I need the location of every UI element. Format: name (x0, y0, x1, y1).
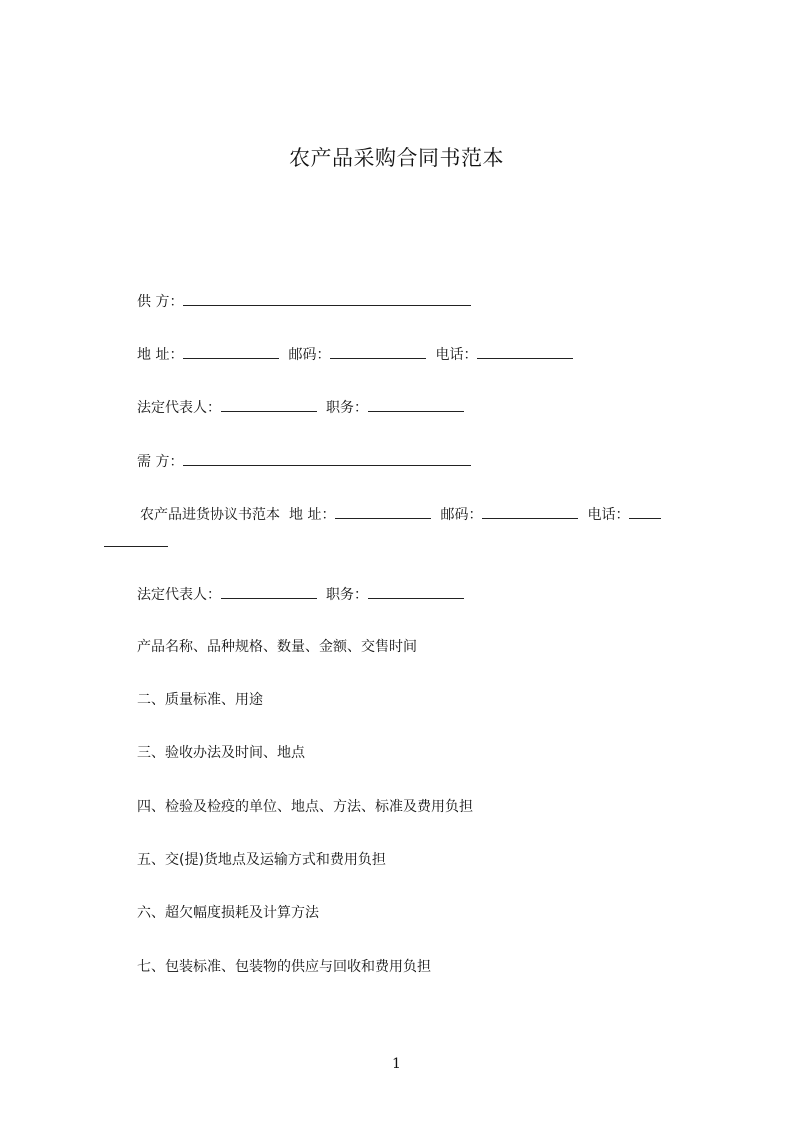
buyer-address-prefix: 农产品进货协议书范本 (140, 507, 280, 523)
supplier-rep-line (137, 398, 464, 417)
buyer-address-blank (335, 505, 431, 519)
buyer-postcode-label: 邮码： (440, 507, 483, 523)
buyer-label: 需 方： (137, 454, 184, 470)
buyer-phone-blank-continued (104, 533, 168, 547)
supplier-position-label: 职务： (326, 400, 368, 416)
clause-5: 五、交(提)货地点及运输方式和费用负担 (137, 852, 386, 868)
supplier-phone-blank (477, 345, 573, 359)
document-title: 农产品采购合同书范本 (289, 146, 504, 170)
buyer-address-label: 地 址： (289, 507, 336, 523)
buyer-rep-line (137, 585, 464, 604)
buyer-phone-blank (629, 505, 661, 519)
clause-6: 六、超欠幅度损耗及计算方法 (137, 905, 319, 921)
buyer-address-line (140, 505, 661, 524)
clause-2: 二、质量标准、用途 (137, 692, 263, 708)
buyer-rep-blank (221, 585, 317, 599)
supplier-address-blank (183, 345, 279, 359)
supplier-phone-label: 电话： (435, 347, 478, 363)
buyer-postcode-blank (482, 505, 578, 519)
buyer-phone-label: 电话： (587, 507, 630, 523)
buyer-position-label: 职务： (326, 587, 368, 603)
clause-3: 三、验收办法及时间、地点 (137, 745, 305, 761)
supplier-label: 供 方： (137, 294, 184, 310)
supplier-line (137, 292, 471, 311)
clause-7: 七、包装标准、包装物的供应与回收和费用负担 (137, 959, 431, 975)
supplier-position-blank (368, 398, 464, 412)
supplier-address-line (137, 345, 573, 364)
supplier-address-label: 地 址： (137, 347, 184, 363)
supplier-postcode-label: 邮码： (288, 347, 331, 363)
buyer-line (137, 452, 471, 471)
supplier-rep-blank (221, 398, 317, 412)
page-number: 1 (392, 1056, 401, 1072)
buyer-blank (183, 452, 471, 466)
buyer-position-blank (368, 585, 464, 599)
supplier-rep-label: 法定代表人： (137, 400, 221, 416)
supplier-blank (183, 292, 471, 306)
buyer-rep-label: 法定代表人： (137, 587, 221, 603)
supplier-postcode-blank (330, 345, 426, 359)
clause-1: 产品名称、品种规格、数量、金额、交售时间 (137, 639, 417, 655)
clause-4: 四、检验及检疫的单位、地点、方法、标准及费用负担 (137, 799, 473, 815)
